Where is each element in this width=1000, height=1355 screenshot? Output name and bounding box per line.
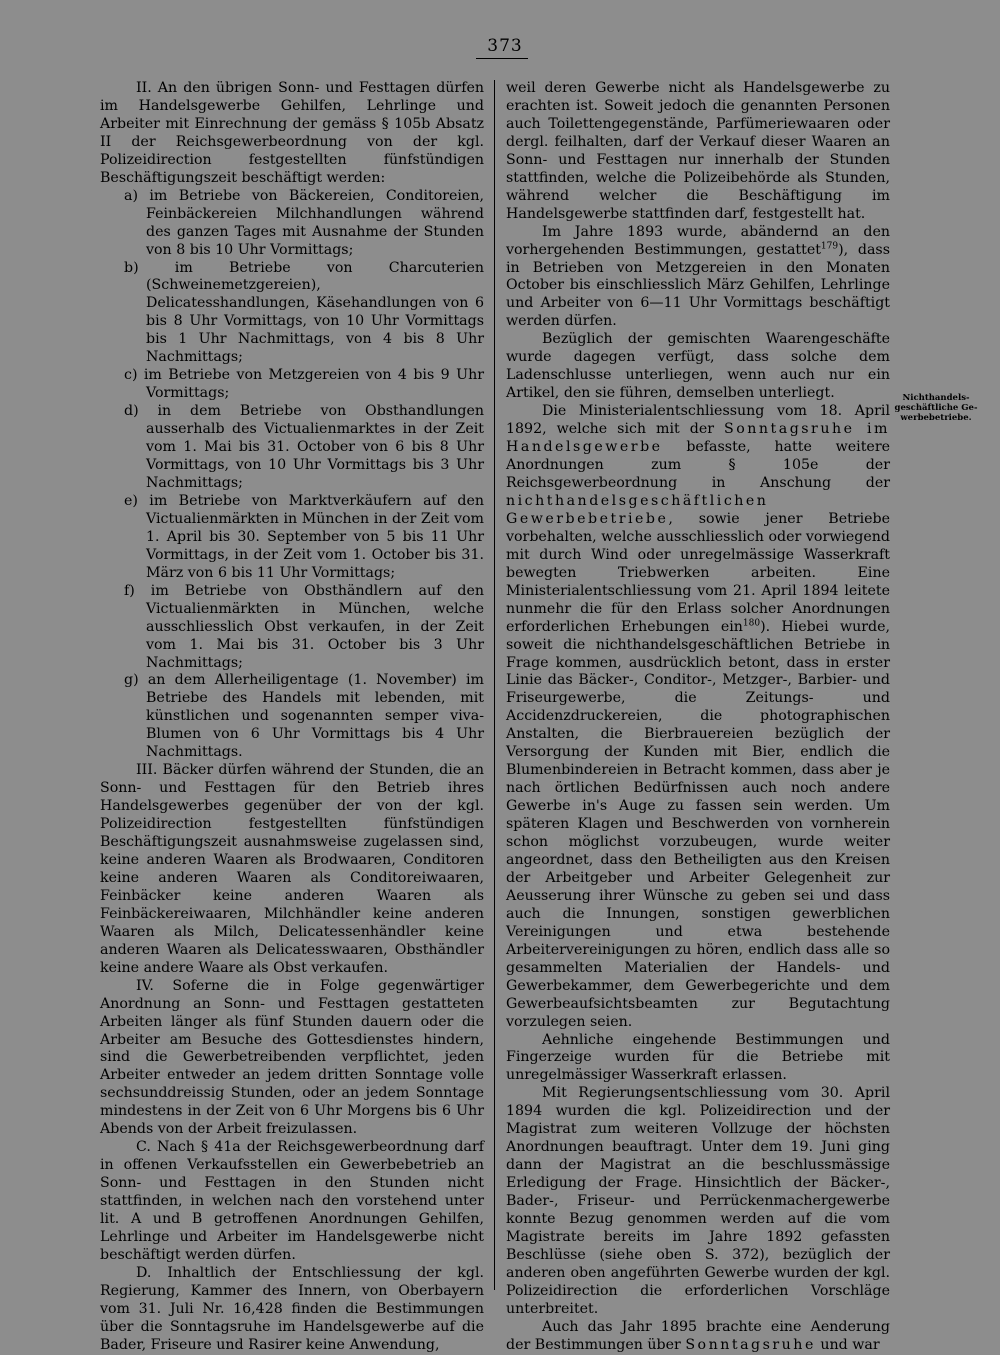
left-column: [100, 80, 484, 1355]
page-number: 373: [487, 36, 523, 56]
paragraph-1895: [506, 1319, 890, 1355]
text-span: Auch das Jahr 1895 brachte eine Aenderung der Bestimmungen über: [506, 1318, 890, 1353]
paragraph-continued: weil deren Gewerbe nicht als Handelsgewerbe zu erachten ist. Soweit jedoch die genannten Personen auch Toilettengegenstände, Parfümeriewaaren oder dergl. feilhalten, darf der Verkauf dieser Waaren an Sonn- und Festtagen nur innerhalb der Stunden stattfinden, welche die Polizeibehörde als Stunden, während welcher die Beschäftigung im Handelsgewerbe stattfinden darf, festgestellt hat.: [506, 80, 890, 222]
marginal-note: Nichthandels- geschäftliche Ge- werbebetriebe.: [894, 393, 978, 423]
emphasis-nichthandels: nichthandelsgeschäftlichen Gewerbebetriebe: [506, 492, 769, 527]
list-item-g: g) an dem Allerheiligentage (1. November) im Betriebe des Handels mit lebenden, mit künstlichen und sogenannten semper viva-Blumen von 6 Uhr Vormittags bis 4 Uhr Nachmittags.: [124, 672, 484, 761]
paragraph-d: D. Inhaltlich der Entschliessung der kgl. Regierung, Kammer des Innern, von Oberbayern vom 31. Juli Nr. 16,428 finden die Bestimmungen über die Sonntagsruhe im Handelsgewerbe auf die Bader, Friseure und Rasirer keine Anwendung,: [100, 1264, 484, 1353]
paragraph-ii: II. An den übrigen Sonn- und Festtagen dürfen im Handelsgewerbe Gehilfen, Lehrlinge und Arbeiter mit Einrechnung der gemäss § 105b Absatz II der Reichsgewerbeordnung von der kgl. Polizeidirection festgestellten fünfstündigen Beschäftigungszeit beschäftigt werden:: [100, 80, 484, 186]
list-item-b: b) im Betriebe von Charcuterien (Schweinemetzgereien), Delicatesshandlungen, Käsehandlungen von 6 bis 8 Uhr Vormittags, von 10 Uhr Vormittags bis 1 Uhr Nachmittags, von 4 bis 8 Uhr Nachmittags;: [124, 259, 484, 366]
footnote-ref-179[interactable]: 179: [820, 240, 839, 251]
text-span: ). Hiebei wurde, soweit die nichthandelsgeschäftlichen Betriebe in Frage kommen, ausdrücklich betont, dass in erster Linie das Bäcker-, Conditor-, Metzger-, Barbier- und Friseurgewerbe, die Zeitungs- und Accidenzdruckereien, die photographischen Anstalten, die Bierbrauereien bezüglich der Versorgung der Kunden mit Bier, endlich die Blumenbindereien in Betracht kommen, dass aber je nach örtlichen Bedürfnissen auch noch andere Gewerbe in's Auge zu fassen sein werden. Um späteren Klagen und Beschwerden von vornherein schon möglichst vorzubeugen, wurde weiter angeordnet, dass den Betheiligten aus den Kreisen der Arbeitgeber und Arbeiter Gelegenheit zur Aeusserung ihrer Wünsche zu geben sei und dass auch die Innungen, sonstigen gewerblichen Vereinigungen und etwa bestehende Arbeitervereinigungen zu hören, endlich dass alle so gesammelten Materialien der Handels- und Gewerbekammer, dem Gewerbegerichte und dem Gewerbeaufsichtsbeamten zur Begutachtung vorzulegen seien.: [506, 618, 890, 1030]
text-span: , sowie jener Betriebe vorbehalten, welche ausschliesslich oder vorwiegend mit durch Wind oder unregelmässige Wasserkraft bewegten Triebwerken arbeiten. Eine Ministerialentschliessung vom 21. April 1894 leitete nunmehr die für den Erlass solcher Anordnungen erforderlichen Erhebungen ein: [506, 510, 890, 635]
right-column: [506, 80, 890, 1355]
emphasis-sonntagsruhe: Sonntagsruhe im Handelsgewerbe: [506, 421, 890, 456]
text-span: befasste, hatte weitere Anordnungen zum § 105e der Reichsgewerbeordnung in Anschung der: [506, 439, 890, 491]
list-item-e: e) im Betriebe von Marktverkäufern auf den Victualienmärkten in München in der Zeit vom 1. April bis 30. September von 5 bis 11 Uhr Vormittags, in der Zeit vom 1. October bis 31. März von 6 bis 11 Uhr Vormittags;: [124, 492, 484, 581]
footnote-ref-180[interactable]: 180: [742, 617, 761, 628]
list-item-a: a) im Betriebe von Bäckereien, Conditoreien, Feinbäckereien Milchhandlungen während des ganzen Tages mit Ausnahme der Stunden von 8 bis 10 Uhr Vormittags;: [124, 187, 484, 258]
list-item-f: f) im Betriebe von Obsthändlern auf den Victualienmärkten in München, welche ausschliesslich Obst verkaufen, in der Zeit vom 1. Mai bis 31. October bis 3 Uhr Nachmittags;: [124, 582, 484, 671]
paragraph-c: C. Nach § 41a der Reichsgewerbeordnung darf in offenen Verkaufsstellen ein Gewerbebetrieb an Sonn- und Festtagen in den Stunden nicht stattfinden, in welchen nach den vorstehend unter lit. A und B getroffenen Anordnungen Gehilfen, Lehrlinge und Arbeiter im Handelsgewerbe nicht beschäftigt werden dürfen.: [100, 1139, 484, 1263]
text-span: Die Ministerialentschliessung vom 18. April 1892, welche sich mit der: [506, 403, 890, 438]
list-item-c: c) im Betriebe von Metzgereien von 4 bis 9 Uhr Vormittags;: [124, 367, 484, 402]
paragraph-iii: III. Bäcker dürfen während der Stunden, die an Sonn- und Festtagen für den Betrieb ihres Handelsgewerbes gegenüber der von der kgl. Polizeidirection festgestellten fünfstündigen Beschäftigungszeit ausnahmsweise zugelassen sind, keine anderen Waaren als Brodwaaren, Conditoren keine anderen Waaren als Conditoreiwaaren, Feinbäcker keine anderen Waaren als Feinbäckereiwaaren, Milchhändler keine anderen Waaren als Milch, Delicatessenhändler keine anderen Waaren als Delicatesswaaren, Obsthändler keine andere Waare als Obst verkaufen.: [100, 762, 484, 976]
paragraph-1893: [506, 224, 890, 332]
paragraph-wasserkraft: Aehnliche eingehende Bestimmungen und Fingerzeige wurden für die Betriebe mit unregelmässiger Wasserkraft erlassen.: [506, 1031, 890, 1084]
text-span: Im Jahre 1893 wurde, abändernd an den vorhergehenden Bestimmungen, gestattet: [506, 223, 890, 258]
list-item-d: d) in dem Betriebe von Obsthandlungen ausserhalb des Victualienmarktes in der Zeit vom 1. Mai bis 31. October von 6 bis 8 Uhr Vormittags, von 10 Uhr Vormittags bis 3 Uhr Nachmittags;: [124, 403, 484, 491]
text-span: ), dass in Betrieben von Metzgereien in den Monaten October bis einschliesslich März Gehilfen, Lehrlinge und Arbeiter von 6—11 Uhr Vormittags beschäftigt werden dürfen.: [506, 241, 890, 330]
text-span: und war: [815, 1336, 880, 1353]
emphasis-sonntagsruhe-2: Sonntagsruhe: [685, 1336, 816, 1353]
paragraph-mixed-shops: Bezüglich der gemischten Waarengeschäfte wurde dagegen verfügt, dass solche dem Ladenschlusse unterliegen, wenn auch nur ein Artikel, den sie führen, demselben unterliegt.: [506, 331, 890, 402]
paragraph-1892: [506, 403, 890, 1031]
paragraph-iv: IV. Soferne die in Folge gegenwärtiger Anordnung an Sonn- und Festtagen gestatteten Arbeiten länger als fünf Stunden dauern oder die Arbeiter am Besuche des Gottesdienstes hindern, sind die Gewerbetreibenden verpflichtet, jeden Arbeiter entweder an jedem dritten Sonntage volle sechsunddreissig Stunden, oder an jedem Sonntage mindestens in der Zeit von 6 Uhr Morgens bis 6 Uhr Abends von der Arbeit freizulassen.: [100, 977, 484, 1138]
column-divider: [494, 80, 495, 1290]
paragraph-1894: Mit Regierungsentschliessung vom 30. April 1894 wurden die kgl. Polizeidirection und der Magistrat zum weiteren Vollzuge der höchsten Anordnungen beauftragt. Unter dem 19. Juni ging dann der Magistrat an die beschlussmässige Erledigung der Frage. Hinsichtlich der Bäcker-, Bader-, Friseur- und Perrückenmachergewerbe konnte Bezug genommen werden auf die vom Magistrate bereits im Jahre 1892 gefassten Beschlüsse (siehe oben S. 372), bezüglich der anderen oben angeführten Gewerbe wurden der kgl. Polizeidirection die erforderlichen Vorschläge unterbreitet.: [506, 1085, 890, 1317]
header-rule: [476, 58, 528, 59]
